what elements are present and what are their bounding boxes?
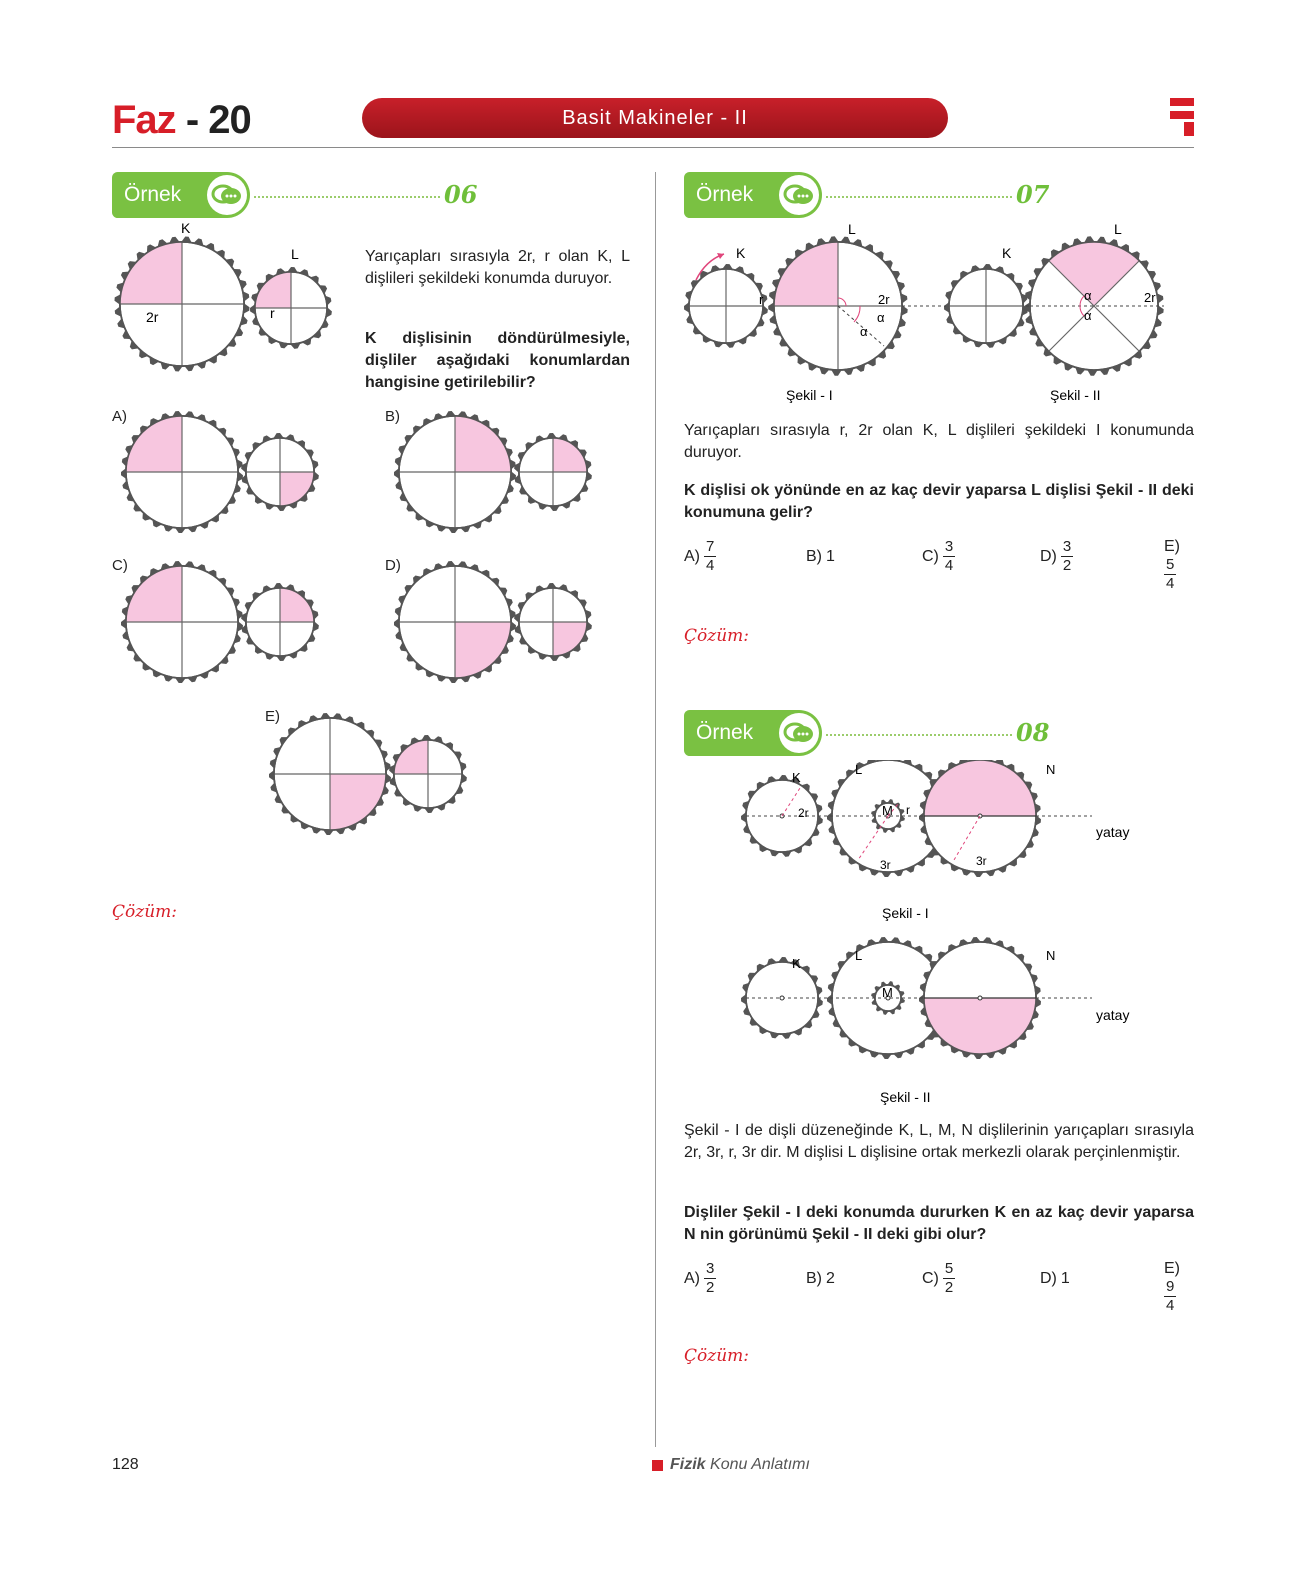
answer-value: 1 <box>1060 1270 1070 1287</box>
answer-label: A) <box>684 547 700 565</box>
ex08-cozum: Çözüm: <box>684 1346 749 1366</box>
answer-B[interactable] <box>806 548 835 566</box>
svg-text:L: L <box>855 948 863 963</box>
label-K: K <box>181 222 191 236</box>
answer-value: 2 <box>826 1270 835 1287</box>
page-title: Basit Makineler - II <box>362 98 948 138</box>
answer-A[interactable] <box>684 538 716 575</box>
answer-C[interactable] <box>922 538 955 575</box>
svg-text:K: K <box>736 245 746 261</box>
ex06-cozum: Çözüm: <box>112 902 177 922</box>
svg-text:K: K <box>792 770 801 785</box>
answer-fraction: $\frac{7}{4}$ <box>706 538 715 574</box>
answer-fraction: $\frac{5}{2}$ <box>944 1260 954 1296</box>
svg-text:L: L <box>848 222 856 237</box>
ex06-main-figure <box>112 222 352 390</box>
svg-text:r: r <box>759 292 764 307</box>
example-number-08: 08 <box>1016 718 1050 747</box>
svg-text:α: α <box>877 310 885 325</box>
answer-E[interactable] <box>1164 1260 1194 1315</box>
option-D-label: D) <box>385 557 401 574</box>
answer-label: C) <box>922 547 939 565</box>
answer-label: D) <box>1040 547 1057 565</box>
corner-logo-icon <box>1170 98 1194 138</box>
svg-text:yatay: yatay <box>1096 1007 1130 1023</box>
svg-text:α: α <box>1084 308 1092 323</box>
svg-text:2r: 2r <box>798 806 809 820</box>
svg-text:N: N <box>1046 948 1056 963</box>
answer-label: E) <box>1164 538 1180 555</box>
answer-E[interactable] <box>1164 538 1194 593</box>
ex08-question: Dişliler Şekil - I deki konumda dururken K en az kaç devir yaparsa N nin görünümü Şekil - II deki gibi olur? <box>684 1204 1194 1243</box>
fig1-caption: Şekil - I <box>786 387 833 403</box>
svg-text:K: K <box>1002 245 1012 261</box>
answer-A[interactable] <box>684 1260 716 1297</box>
option-A-label: A) <box>112 408 127 425</box>
svg-text:K: K <box>792 956 801 971</box>
svg-text:α: α <box>1084 288 1092 303</box>
ornek-label: Örnek <box>124 183 182 206</box>
label-L: L <box>291 246 299 262</box>
ornek-label: Örnek <box>696 721 754 744</box>
ex08-text: Şekil - I de dişli düzeneğinde K, L, M, N dişlilerinin yarıçapları sırasıyla 2r, 3r, r, 3r dir. M dişlisi L dişlisine ortak merkezli olarak perçinlenmiştir. <box>684 1122 1194 1161</box>
ex06-question: K dişlisinin döndürülmesiyle, dişliler aşağıdaki konumlardan hangisine getirilebilir? <box>365 330 630 391</box>
faz-logo <box>112 98 251 143</box>
svg-text:M: M <box>882 985 893 1000</box>
badge-dots <box>826 734 1012 736</box>
option-B-label: B) <box>385 408 400 425</box>
gear-L <box>250 267 332 349</box>
answer-label: A) <box>684 1269 700 1287</box>
badge-dots <box>254 196 440 198</box>
footer-square-icon <box>652 1460 663 1471</box>
example-number-06: 06 <box>444 180 478 209</box>
example-number-07: 07 <box>1016 180 1050 209</box>
answer-label: B) <box>806 1270 822 1287</box>
ex08-answers <box>684 1260 1194 1315</box>
logo-text: Faz <box>112 98 176 142</box>
svg-text:2r: 2r <box>1144 290 1156 305</box>
svg-text:2r: 2r <box>878 292 890 307</box>
option-E-figure[interactable] <box>268 712 488 842</box>
answer-label: C) <box>922 1269 939 1287</box>
svg-text:3r: 3r <box>880 858 891 872</box>
answer-fraction: $\frac{9}{4}$ <box>1166 1278 1175 1315</box>
label-2r: 2r <box>146 309 159 325</box>
option-E-label: E) <box>265 708 280 725</box>
ornek-label: Örnek <box>696 183 754 206</box>
answer-value: 1 <box>826 548 835 565</box>
page-number: 128 <box>112 1456 139 1473</box>
ex06-text: Yarıçapları sırasıyla 2r, r olan K, L dişlileri şekildeki konumda duruyor. <box>365 248 630 287</box>
footer-brand <box>670 1456 810 1474</box>
header-divider <box>112 147 1194 148</box>
ex07-figure <box>684 222 1194 412</box>
answer-D[interactable] <box>1040 1270 1070 1288</box>
option-C-label: C) <box>112 557 128 574</box>
gear-K <box>115 237 250 372</box>
brand-bold: Fizik <box>670 1456 706 1473</box>
svg-text:Şekil - I: Şekil - I <box>882 905 929 921</box>
answer-D[interactable] <box>1040 538 1073 575</box>
answer-fraction: $\frac{3}{2}$ <box>706 1260 715 1296</box>
label-r: r <box>270 305 275 321</box>
chat-bubble-icon <box>779 175 819 215</box>
answer-C[interactable] <box>922 1260 955 1297</box>
answer-B[interactable] <box>806 1270 835 1288</box>
badge-dots <box>826 196 1012 198</box>
ornek-badge-07 <box>684 172 822 218</box>
chat-bubble-icon <box>779 713 819 753</box>
ex07-question: K dişlisi ok yönünde en az kaç devir yaparsa L dişlisi Şekil - II deki konumuna gelir? <box>684 482 1194 521</box>
answer-label: E) <box>1164 1260 1180 1277</box>
answer-fraction: $\frac{3}{4}$ <box>944 538 954 574</box>
svg-text:Şekil - II: Şekil - II <box>880 1089 931 1105</box>
svg-text:L: L <box>855 762 863 777</box>
option-C-figure[interactable] <box>120 560 340 690</box>
answer-label: D) <box>1040 1270 1057 1287</box>
option-B-figure[interactable] <box>393 410 613 540</box>
option-D-figure[interactable] <box>393 560 613 690</box>
answer-fraction: $\frac{5}{4}$ <box>1166 556 1175 593</box>
answer-label: B) <box>806 548 822 565</box>
ornek-badge-06 <box>112 172 250 218</box>
brand-rest: Konu Anlatımı <box>710 1456 810 1473</box>
svg-text:L: L <box>1114 222 1122 237</box>
column-divider <box>655 172 656 1447</box>
ex08-figure <box>740 760 1160 1120</box>
svg-text:r: r <box>906 803 910 817</box>
logo-number: - 20 <box>185 98 251 142</box>
ornek-badge-08 <box>684 710 822 756</box>
chat-bubble-icon <box>207 175 247 215</box>
answer-fraction: $\frac{3}{2}$ <box>1062 538 1072 574</box>
svg-text:yatay: yatay <box>1096 824 1130 840</box>
ex07-answers <box>684 538 1194 593</box>
ex07-text: Yarıçapları sırasıyla r, 2r olan K, L dişlileri şekildeki I konumunda duruyor. <box>684 422 1194 461</box>
svg-text:3r: 3r <box>976 854 987 868</box>
svg-text:M: M <box>882 803 893 818</box>
option-A-figure[interactable] <box>120 410 340 540</box>
svg-text:α: α <box>860 324 868 339</box>
ex07-cozum: Çözüm: <box>684 626 749 646</box>
fig2-caption: Şekil - II <box>1050 387 1101 403</box>
svg-text:N: N <box>1046 762 1056 777</box>
